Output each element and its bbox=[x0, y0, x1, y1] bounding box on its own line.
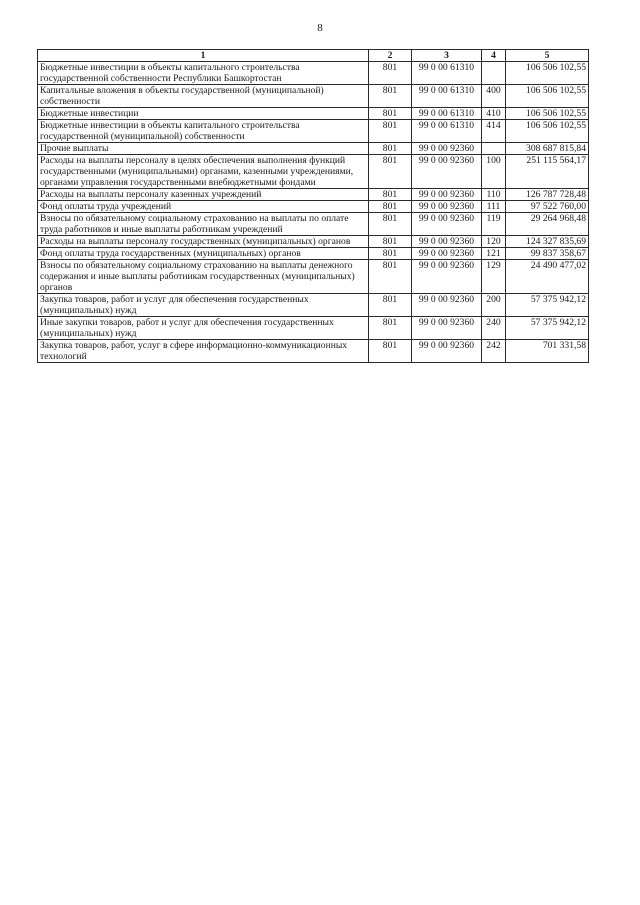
row-vr-code: 119 bbox=[482, 213, 506, 236]
row-csr-code: 99 0 00 92360 bbox=[412, 340, 482, 363]
row-sum: 701 331,58 bbox=[506, 340, 589, 363]
table-row bbox=[38, 85, 589, 108]
table-row bbox=[38, 236, 589, 248]
table-row bbox=[38, 213, 589, 236]
row-csr-code: 99 0 00 92360 bbox=[412, 213, 482, 236]
row-ved-code: 801 bbox=[369, 213, 412, 236]
row-csr-code: 99 0 00 61310 bbox=[412, 85, 482, 108]
row-vr-code: 400 bbox=[482, 85, 506, 108]
row-ved-code: 801 bbox=[369, 248, 412, 260]
row-vr-code: 410 bbox=[482, 108, 506, 120]
row-sum: 124 327 835,69 bbox=[506, 236, 589, 248]
header-col-3: 3 bbox=[412, 50, 482, 62]
header-col-1: 1 bbox=[38, 50, 369, 62]
row-ved-code: 801 bbox=[369, 236, 412, 248]
table-row bbox=[38, 155, 589, 189]
row-name: Капитальные вложения в объекты государственной (муниципальной) собственности bbox=[38, 85, 369, 108]
table-row bbox=[38, 340, 589, 363]
row-csr-code: 99 0 00 92360 bbox=[412, 260, 482, 294]
table-row bbox=[38, 317, 589, 340]
row-vr-code: 240 bbox=[482, 317, 506, 340]
table-row bbox=[38, 260, 589, 294]
row-sum: 106 506 102,55 bbox=[506, 85, 589, 108]
row-vr-code: 200 bbox=[482, 294, 506, 317]
row-csr-code: 99 0 00 92360 bbox=[412, 294, 482, 317]
row-csr-code: 99 0 00 92360 bbox=[412, 155, 482, 189]
row-csr-code: 99 0 00 61310 bbox=[412, 62, 482, 85]
header-row bbox=[38, 50, 589, 62]
table-row bbox=[38, 62, 589, 85]
row-ved-code: 801 bbox=[369, 108, 412, 120]
row-vr-code bbox=[482, 143, 506, 155]
row-ved-code: 801 bbox=[369, 62, 412, 85]
table-row bbox=[38, 120, 589, 143]
table-row bbox=[38, 294, 589, 317]
table-row bbox=[38, 248, 589, 260]
row-vr-code: 110 bbox=[482, 189, 506, 201]
header-col-4: 4 bbox=[482, 50, 506, 62]
row-csr-code: 99 0 00 92360 bbox=[412, 248, 482, 260]
header-col-5: 5 bbox=[506, 50, 589, 62]
row-csr-code: 99 0 00 61310 bbox=[412, 108, 482, 120]
table-row bbox=[38, 189, 589, 201]
row-ved-code: 801 bbox=[369, 340, 412, 363]
row-vr-code: 120 bbox=[482, 236, 506, 248]
row-name: Бюджетные инвестиции в объекты капитального строительства государственной (муниципальной) собственности bbox=[38, 120, 369, 143]
table-header bbox=[38, 50, 589, 62]
row-name: Бюджетные инвестиции bbox=[38, 108, 369, 120]
row-name: Закупка товаров, работ и услуг для обеспечения государственных (муниципальных) нужд bbox=[38, 294, 369, 317]
row-csr-code: 99 0 00 61310 bbox=[412, 120, 482, 143]
row-ved-code: 801 bbox=[369, 143, 412, 155]
row-ved-code: 801 bbox=[369, 189, 412, 201]
row-csr-code: 99 0 00 92360 bbox=[412, 201, 482, 213]
row-name: Расходы на выплаты персоналу в целях обеспечения выполнения функций государственными (муниципальными) органами, казенными учреждениями, органами управления государственными внебюджетными фондами bbox=[38, 155, 369, 189]
row-name: Бюджетные инвестиции в объекты капитального строительства государственной собственности Республики Башкортостан bbox=[38, 62, 369, 85]
row-vr-code: 129 bbox=[482, 260, 506, 294]
row-name: Прочие выплаты bbox=[38, 143, 369, 155]
row-sum: 97 522 760,00 bbox=[506, 201, 589, 213]
row-ved-code: 801 bbox=[369, 294, 412, 317]
row-name: Фонд оплаты труда государственных (муниципальных) органов bbox=[38, 248, 369, 260]
row-name: Расходы на выплаты персоналу казенных учреждений bbox=[38, 189, 369, 201]
row-ved-code: 801 bbox=[369, 120, 412, 143]
row-vr-code: 414 bbox=[482, 120, 506, 143]
page-number: 8 bbox=[317, 22, 323, 34]
row-ved-code: 801 bbox=[369, 260, 412, 294]
table-row bbox=[38, 143, 589, 155]
row-ved-code: 801 bbox=[369, 155, 412, 189]
row-vr-code bbox=[482, 62, 506, 85]
row-name: Иные закупки товаров, работ и услуг для обеспечения государственных (муниципальных) нужд bbox=[38, 317, 369, 340]
row-vr-code: 100 bbox=[482, 155, 506, 189]
row-sum: 24 490 477,02 bbox=[506, 260, 589, 294]
row-ved-code: 801 bbox=[369, 201, 412, 213]
row-name: Фонд оплаты труда учреждений bbox=[38, 201, 369, 213]
row-ved-code: 801 bbox=[369, 85, 412, 108]
row-sum: 308 687 815,84 bbox=[506, 143, 589, 155]
row-csr-code: 99 0 00 92360 bbox=[412, 189, 482, 201]
row-name: Взносы по обязательному социальному страхованию на выплаты денежного содержания и иные выплаты работникам государственных (муниципальных) органов bbox=[38, 260, 369, 294]
table-row bbox=[38, 108, 589, 120]
row-sum: 99 837 358,67 bbox=[506, 248, 589, 260]
row-csr-code: 99 0 00 92360 bbox=[412, 143, 482, 155]
row-sum: 57 375 942,12 bbox=[506, 317, 589, 340]
row-name: Взносы по обязательному социальному страхованию на выплаты по оплате труда работников и иные выплаты работникам учреждений bbox=[38, 213, 369, 236]
header-col-2: 2 bbox=[369, 50, 412, 62]
row-vr-code: 111 bbox=[482, 201, 506, 213]
row-sum: 57 375 942,12 bbox=[506, 294, 589, 317]
row-sum: 251 115 564,17 bbox=[506, 155, 589, 189]
row-sum: 29 264 968,48 bbox=[506, 213, 589, 236]
row-csr-code: 99 0 00 92360 bbox=[412, 317, 482, 340]
row-name: Закупка товаров, работ, услуг в сфере информационно-коммуникационных технологий bbox=[38, 340, 369, 363]
row-csr-code: 99 0 00 92360 bbox=[412, 236, 482, 248]
row-vr-code: 121 bbox=[482, 248, 506, 260]
row-name: Расходы на выплаты персоналу государственных (муниципальных) органов bbox=[38, 236, 369, 248]
row-sum: 106 506 102,55 bbox=[506, 108, 589, 120]
row-ved-code: 801 bbox=[369, 317, 412, 340]
table-body bbox=[38, 62, 589, 363]
row-sum: 106 506 102,55 bbox=[506, 120, 589, 143]
budget-table bbox=[37, 49, 589, 363]
row-sum: 126 787 728,48 bbox=[506, 189, 589, 201]
row-vr-code: 242 bbox=[482, 340, 506, 363]
table-row bbox=[38, 201, 589, 213]
row-sum: 106 506 102,55 bbox=[506, 62, 589, 85]
